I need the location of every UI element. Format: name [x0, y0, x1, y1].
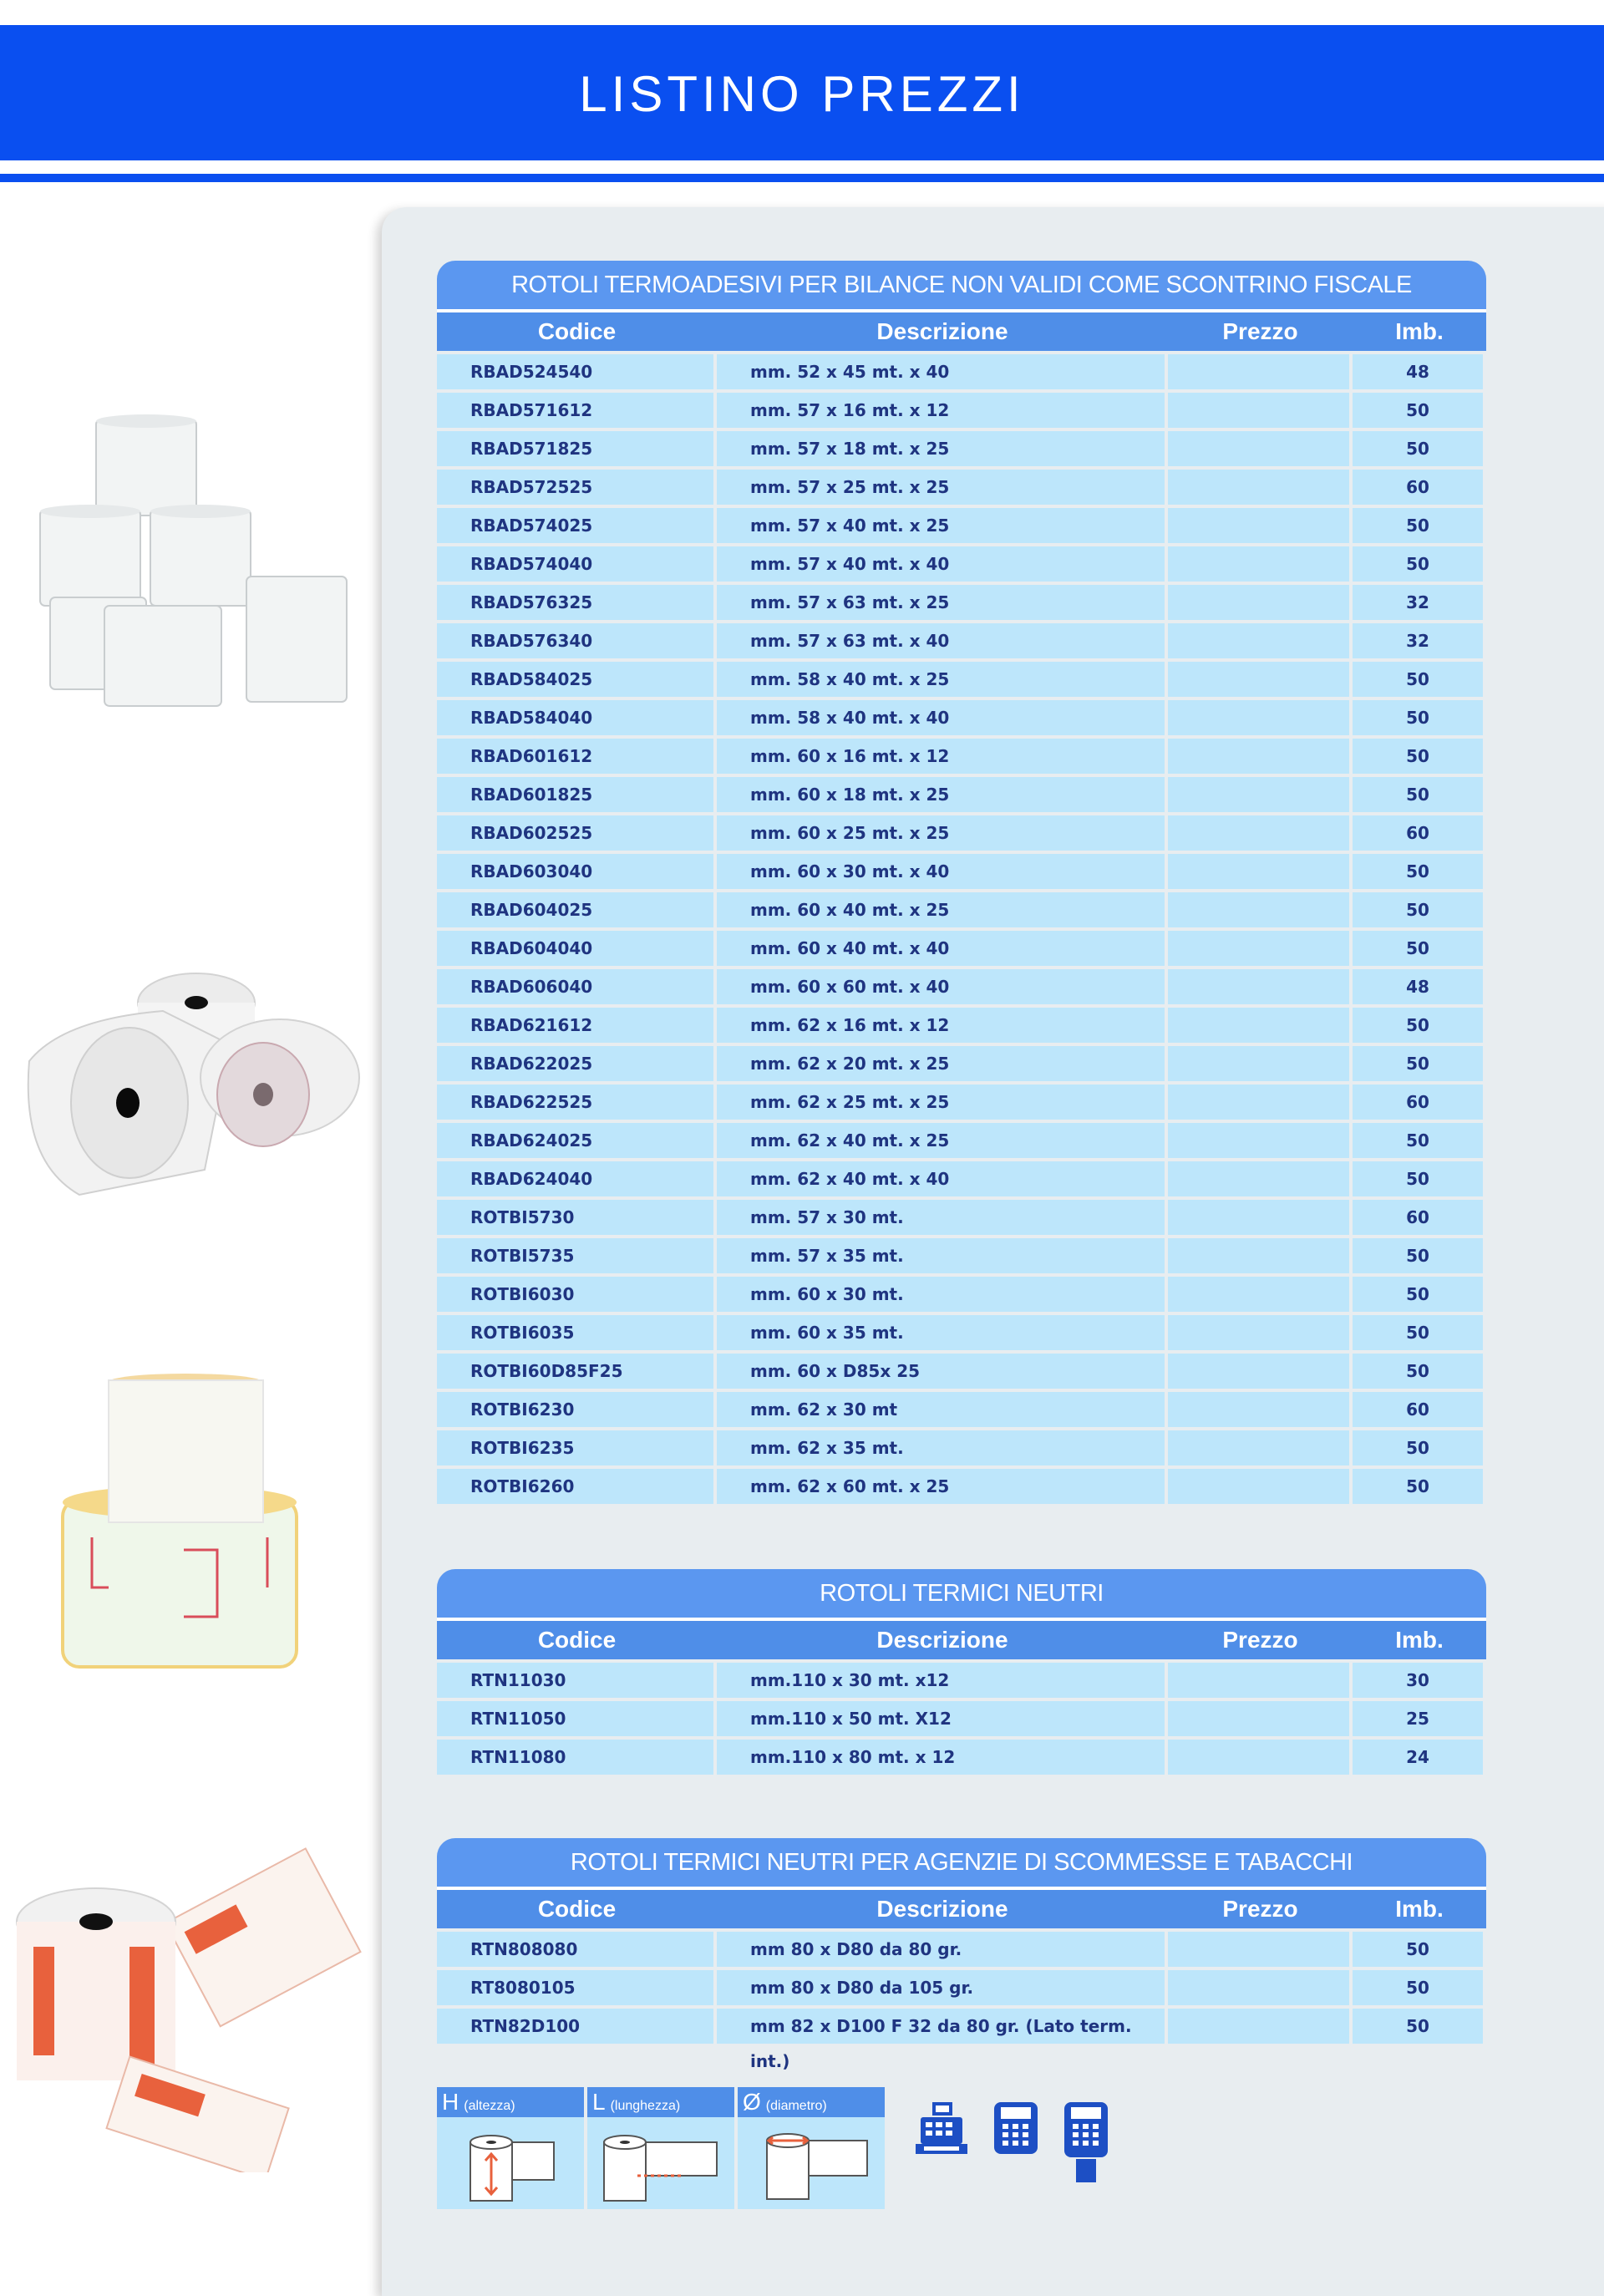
- pack-quantity-cell: 48: [1353, 354, 1483, 389]
- product-code-cell: RBAD576325: [437, 585, 713, 620]
- thermal-rolls-image: [13, 961, 363, 1203]
- description-cell: mm. 60 x 40 mt. x 40: [717, 931, 1165, 966]
- table-row: [437, 2009, 1486, 2071]
- product-code-cell: RBAD622525: [437, 1085, 713, 1120]
- product-code-cell: ROTBI6030: [437, 1277, 713, 1312]
- price-cell: [1168, 1085, 1349, 1120]
- description-cell: mm. 57 x 35 mt.: [717, 1238, 1165, 1273]
- pack-quantity-cell: 50: [1353, 1932, 1483, 1967]
- table-row: [437, 1123, 1486, 1158]
- price-cell: [1168, 700, 1349, 735]
- price-cell: [1168, 1663, 1349, 1698]
- column-header-codice: Codice: [537, 1627, 617, 1653]
- product-code-cell: RBAD604040: [437, 931, 713, 966]
- table-header: [437, 1621, 1486, 1659]
- pack-quantity-cell: 60: [1353, 470, 1483, 505]
- product-code-cell: RBAD574025: [437, 508, 713, 543]
- label-rolls-stack-image: [33, 409, 359, 727]
- description-cell: mm. 57 x 40 mt. x 25: [717, 508, 1165, 543]
- product-code-cell: RBAD584040: [437, 700, 713, 735]
- price-cell: [1168, 1932, 1349, 1967]
- pack-quantity-cell: 50: [1353, 662, 1483, 697]
- table-header: [437, 312, 1486, 351]
- product-code-cell: RBAD524540: [437, 354, 713, 389]
- description-cell: mm. 57 x 40 mt. x 40: [717, 546, 1165, 582]
- product-code-cell: RBAD576340: [437, 623, 713, 658]
- legend-length: [587, 2087, 734, 2209]
- table-row: [437, 815, 1486, 851]
- description-cell: mm 80 x D80 da 80 gr.: [717, 1932, 1165, 1967]
- description-cell: mm. 60 x 16 mt. x 12: [717, 739, 1165, 774]
- cash-register-icon: [914, 2100, 969, 2156]
- product-code-cell: RBAD602525: [437, 815, 713, 851]
- pack-quantity-cell: 60: [1353, 815, 1483, 851]
- table-body: [437, 1932, 1486, 2071]
- table-row: [437, 700, 1486, 735]
- price-cell: [1168, 777, 1349, 812]
- table-row: [437, 623, 1486, 658]
- pack-quantity-cell: 50: [1353, 1430, 1483, 1465]
- pack-quantity-cell: 50: [1353, 1123, 1483, 1158]
- column-header-descrizione: Descrizione: [876, 1896, 1008, 1922]
- price-cell: [1168, 1740, 1349, 1775]
- column-header-prezzo: Prezzo: [1222, 1896, 1298, 1922]
- product-code-cell: RTN82D100: [437, 2009, 713, 2044]
- price-cell: [1168, 1354, 1349, 1389]
- description-cell: mm. 57 x 63 mt. x 40: [717, 623, 1165, 658]
- product-code-cell: RBAD601825: [437, 777, 713, 812]
- price-cell: [1168, 1123, 1349, 1158]
- description-cell: mm. 57 x 25 mt. x 25: [717, 470, 1165, 505]
- table-row: [437, 1430, 1486, 1465]
- legend-diameter: [738, 2087, 885, 2209]
- section-title: ROTOLI TERMICI NEUTRI PER AGENZIE DI SCOMMESSE E TABACCHI: [437, 1838, 1486, 1887]
- legend-label: (lunghezza): [610, 2099, 681, 2113]
- table-row: [437, 777, 1486, 812]
- legend-letter: H: [442, 2089, 459, 2115]
- product-code-cell: ROTBI5735: [437, 1238, 713, 1273]
- table-row: [437, 393, 1486, 428]
- product-code-cell: ROTBI5730: [437, 1200, 713, 1235]
- legend-letter: Ø: [743, 2089, 761, 2115]
- price-cell: [1168, 1161, 1349, 1196]
- table-row: [437, 1663, 1486, 1698]
- legend-label: (altezza): [464, 2099, 515, 2113]
- product-code-cell: RBAD572525: [437, 470, 713, 505]
- product-code-cell: ROTBI60D85F25: [437, 1354, 713, 1389]
- description-cell: mm. 60 x 40 mt. x 25: [717, 892, 1165, 927]
- price-cell: [1168, 815, 1349, 851]
- pack-quantity-cell: 50: [1353, 393, 1483, 428]
- description-cell: mm. 57 x 16 mt. x 12: [717, 393, 1165, 428]
- description-cell: mm. 60 x 18 mt. x 25: [717, 777, 1165, 812]
- roll-height-icon: [437, 2117, 584, 2209]
- price-cell: [1168, 1008, 1349, 1043]
- price-cell: [1168, 354, 1349, 389]
- table-row: [437, 546, 1486, 582]
- product-code-cell: RBAD571612: [437, 393, 713, 428]
- branded-rolls-image: [13, 1821, 363, 2172]
- table-row: [437, 470, 1486, 505]
- description-cell: mm. 62 x 30 mt: [717, 1392, 1165, 1427]
- pos-terminal-icon: [992, 2100, 1039, 2156]
- section-termoadesivi: [437, 261, 1486, 1504]
- price-cell: [1168, 393, 1349, 428]
- price-cell: [1168, 969, 1349, 1004]
- pack-quantity-cell: 60: [1353, 1085, 1483, 1120]
- product-code-cell: ROTBI6260: [437, 1469, 713, 1504]
- section-title: ROTOLI TERMICI NEUTRI: [437, 1569, 1486, 1618]
- pack-quantity-cell: 50: [1353, 1970, 1483, 2005]
- description-cell: mm. 60 x 25 mt. x 25: [717, 815, 1165, 851]
- description-cell: mm. 60 x 30 mt.: [717, 1277, 1165, 1312]
- price-cell: [1168, 508, 1349, 543]
- product-code-cell: ROTBI6035: [437, 1315, 713, 1350]
- column-header-imb: Imb.: [1395, 1896, 1444, 1922]
- price-cell: [1168, 854, 1349, 889]
- section-title: ROTOLI TERMOADESIVI PER BILANCE NON VALIDI COME SCONTRINO FISCALE: [437, 261, 1486, 309]
- price-cell: [1168, 1430, 1349, 1465]
- description-cell: mm 82 x D100 F 32 da 80 gr. (Lato term. int.): [717, 2009, 1165, 2044]
- price-cell: [1168, 431, 1349, 466]
- price-cell: [1168, 1277, 1349, 1312]
- table-row: [437, 1085, 1486, 1120]
- product-code-cell: RTN11080: [437, 1740, 713, 1775]
- description-cell: mm. 57 x 30 mt.: [717, 1200, 1165, 1235]
- column-header-prezzo: Prezzo: [1222, 318, 1298, 344]
- price-cell: [1168, 546, 1349, 582]
- product-code-cell: RBAD601612: [437, 739, 713, 774]
- product-code-cell: RT8080105: [437, 1970, 713, 2005]
- description-cell: mm. 52 x 45 mt. x 40: [717, 354, 1165, 389]
- pack-quantity-cell: 50: [1353, 1008, 1483, 1043]
- table-row: [437, 1277, 1486, 1312]
- description-cell: mm.110 x 80 mt. x 12: [717, 1740, 1165, 1775]
- table-row: [437, 585, 1486, 620]
- description-cell: mm. 62 x 16 mt. x 12: [717, 1008, 1165, 1043]
- price-cell: [1168, 892, 1349, 927]
- table-row: [437, 508, 1486, 543]
- price-cell: [1168, 931, 1349, 966]
- price-cell: [1168, 623, 1349, 658]
- pack-quantity-cell: 50: [1353, 2009, 1483, 2044]
- pack-quantity-cell: 24: [1353, 1740, 1483, 1775]
- table-row: [437, 1161, 1486, 1196]
- section-agenzie-tabacchi: [437, 1838, 1486, 2071]
- table-row: [437, 892, 1486, 927]
- pack-quantity-cell: 32: [1353, 623, 1483, 658]
- table-header: [437, 1890, 1486, 1928]
- pack-quantity-cell: 50: [1353, 431, 1483, 466]
- legend-letter: L: [592, 2089, 606, 2115]
- column-header-imb: Imb.: [1395, 318, 1444, 344]
- pack-quantity-cell: 50: [1353, 854, 1483, 889]
- description-cell: mm. 62 x 20 mt. x 25: [717, 1046, 1165, 1081]
- description-cell: mm. 60 x D85x 25: [717, 1354, 1165, 1389]
- price-cell: [1168, 2009, 1349, 2044]
- product-code-cell: RBAD604025: [437, 892, 713, 927]
- table-row: [437, 739, 1486, 774]
- description-cell: mm. 58 x 40 mt. x 40: [717, 700, 1165, 735]
- price-cell: [1168, 585, 1349, 620]
- price-cell: [1168, 1315, 1349, 1350]
- pack-quantity-cell: 50: [1353, 1046, 1483, 1081]
- product-code-cell: RTN11030: [437, 1663, 713, 1698]
- table-row: [437, 854, 1486, 889]
- dimension-legend: [437, 2087, 888, 2209]
- table-row: [437, 1046, 1486, 1081]
- roll-diameter-icon: [738, 2117, 885, 2209]
- table-row: [437, 662, 1486, 697]
- price-cell: [1168, 1469, 1349, 1504]
- table-row: [437, 1469, 1486, 1504]
- price-cell: [1168, 1200, 1349, 1235]
- header-divider: [0, 174, 1604, 182]
- product-code-cell: RBAD624040: [437, 1161, 713, 1196]
- pack-quantity-cell: 50: [1353, 1315, 1483, 1350]
- price-cell: [1168, 470, 1349, 505]
- adhesive-label-roll-image: [58, 1370, 309, 1679]
- table-body: [437, 354, 1486, 1504]
- product-code-cell: RBAD621612: [437, 1008, 713, 1043]
- table-row: [437, 1315, 1486, 1350]
- column-header-descrizione: Descrizione: [876, 1627, 1008, 1653]
- product-code-cell: RBAD622025: [437, 1046, 713, 1081]
- price-cell: [1168, 1046, 1349, 1081]
- table-row: [437, 1354, 1486, 1389]
- legend-label: (diametro): [765, 2099, 827, 2113]
- table-row: [437, 1740, 1486, 1775]
- pack-quantity-cell: 60: [1353, 1200, 1483, 1235]
- pack-quantity-cell: 32: [1353, 585, 1483, 620]
- pack-quantity-cell: 50: [1353, 1161, 1483, 1196]
- description-cell: mm. 62 x 40 mt. x 40: [717, 1161, 1165, 1196]
- price-cell: [1168, 1701, 1349, 1736]
- product-code-cell: RTN808080: [437, 1932, 713, 1967]
- pack-quantity-cell: 50: [1353, 892, 1483, 927]
- pack-quantity-cell: 48: [1353, 969, 1483, 1004]
- description-cell: mm 80 x D80 da 105 gr.: [717, 1970, 1165, 2005]
- description-cell: mm. 62 x 40 mt. x 25: [717, 1123, 1165, 1158]
- description-cell: mm. 57 x 18 mt. x 25: [717, 431, 1165, 466]
- pack-quantity-cell: 60: [1353, 1392, 1483, 1427]
- product-code-cell: RBAD574040: [437, 546, 713, 582]
- column-header-prezzo: Prezzo: [1222, 1627, 1298, 1653]
- description-cell: mm. 62 x 25 mt. x 25: [717, 1085, 1165, 1120]
- pack-quantity-cell: 50: [1353, 546, 1483, 582]
- table-row: [437, 969, 1486, 1004]
- handheld-terminal-icon: [1063, 2100, 1109, 2184]
- table-row: [437, 1238, 1486, 1273]
- column-header-descrizione: Descrizione: [876, 318, 1008, 344]
- description-cell: mm.110 x 50 mt. X12: [717, 1701, 1165, 1736]
- table-row: [437, 1701, 1486, 1736]
- description-cell: mm.110 x 30 mt. x12: [717, 1663, 1165, 1698]
- table-row: [437, 1200, 1486, 1235]
- table-row: [437, 931, 1486, 966]
- product-code-cell: ROTBI6235: [437, 1430, 713, 1465]
- price-cell: [1168, 662, 1349, 697]
- pack-quantity-cell: 50: [1353, 700, 1483, 735]
- table-row: [437, 431, 1486, 466]
- column-header-codice: Codice: [537, 318, 617, 344]
- roll-length-icon: [587, 2117, 734, 2209]
- price-cell: [1168, 739, 1349, 774]
- description-cell: mm. 60 x 60 mt. x 40: [717, 969, 1165, 1004]
- table-row: [437, 1970, 1486, 2005]
- product-code-cell: RBAD571825: [437, 431, 713, 466]
- pack-quantity-cell: 25: [1353, 1701, 1483, 1736]
- pack-quantity-cell: 50: [1353, 1277, 1483, 1312]
- column-header-imb: Imb.: [1395, 1627, 1444, 1653]
- table-row: [437, 1932, 1486, 1967]
- table-body: [437, 1663, 1486, 1775]
- page-title: LISTINO PREZZI: [579, 66, 1025, 122]
- pack-quantity-cell: 50: [1353, 1469, 1483, 1504]
- product-code-cell: RBAD584025: [437, 662, 713, 697]
- description-cell: mm. 62 x 35 mt.: [717, 1430, 1165, 1465]
- table-row: [437, 1392, 1486, 1427]
- product-code-cell: RBAD606040: [437, 969, 713, 1004]
- page-header: [0, 25, 1604, 160]
- description-cell: mm. 60 x 30 mt. x 40: [717, 854, 1165, 889]
- column-header-codice: Codice: [537, 1896, 617, 1922]
- product-code-cell: RTN11050: [437, 1701, 713, 1736]
- pack-quantity-cell: 50: [1353, 1238, 1483, 1273]
- section-termici-neutri: [437, 1569, 1486, 1775]
- pack-quantity-cell: 50: [1353, 739, 1483, 774]
- table-row: [437, 354, 1486, 389]
- pack-quantity-cell: 50: [1353, 508, 1483, 543]
- table-row: [437, 1008, 1486, 1043]
- legend-height: [437, 2087, 584, 2209]
- product-code-cell: RBAD603040: [437, 854, 713, 889]
- product-code-cell: ROTBI6230: [437, 1392, 713, 1427]
- pack-quantity-cell: 50: [1353, 777, 1483, 812]
- pack-quantity-cell: 50: [1353, 931, 1483, 966]
- description-cell: mm. 62 x 60 mt. x 25: [717, 1469, 1165, 1504]
- description-cell: mm. 57 x 63 mt. x 25: [717, 585, 1165, 620]
- compatible-devices: [914, 2100, 1109, 2184]
- description-cell: mm. 58 x 40 mt. x 25: [717, 662, 1165, 697]
- price-cell: [1168, 1238, 1349, 1273]
- pack-quantity-cell: 50: [1353, 1354, 1483, 1389]
- price-cell: [1168, 1970, 1349, 2005]
- description-cell: mm. 60 x 35 mt.: [717, 1315, 1165, 1350]
- product-code-cell: RBAD624025: [437, 1123, 713, 1158]
- price-cell: [1168, 1392, 1349, 1427]
- pack-quantity-cell: 30: [1353, 1663, 1483, 1698]
